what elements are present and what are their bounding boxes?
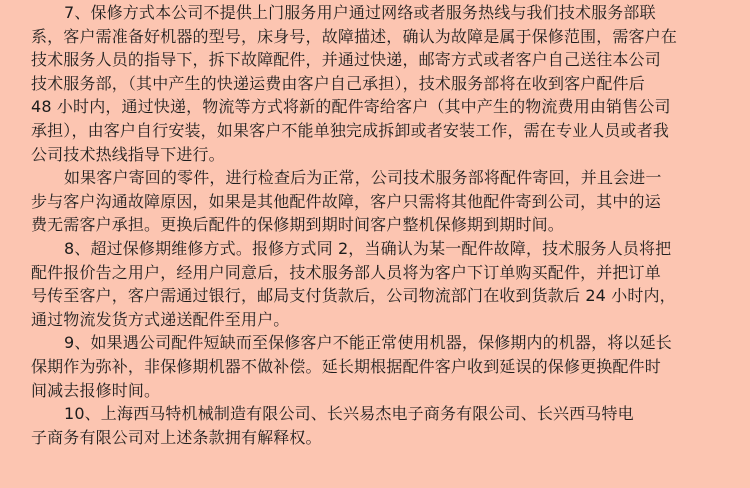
clause-7-line: 48 小时内，通过快递，物流等方式将新的配件寄给客户（其中产生的物流费用由销售公司 xyxy=(31,97,671,117)
clause-7-line: 公司技术热线指导下进行。 xyxy=(31,144,225,164)
clause-7-line: 系，客户需准备好机器的型号，床身号，故障描述，确认为故障是属于保修范围，需客户在 xyxy=(31,26,678,46)
clause-7-line: 技术服务人员的指导下，拆下故障配件，并通过快递，邮寄方式或者客户自己送往本公司 xyxy=(31,50,661,70)
clause-10-line: 10、上海西马特机械制造有限公司、长兴易杰电子商务有限公司、长兴西马特电 xyxy=(64,404,634,424)
clause-7-line: 承担），由客户自行安装，如果客户不能单独完成拆卸或者安装工作，需在专业人员或者我 xyxy=(31,120,670,140)
return-paragraph-line: 如果客户寄回的零件，进行检查后为正常，公司技术服务部将配件寄回，并且会进一 xyxy=(64,168,662,188)
clause-10-line: 子商务有限公司对上述条款拥有解释权。 xyxy=(31,427,322,447)
clause-9-line: 保期作为弥补，非保修期机器不做补偿。延长期根据配件客户收到延误的保修更换配件时 xyxy=(31,356,661,376)
clause-8-line: 配件报价告之用户，经用户同意后，技术服务部人员将为客户下订单购买配件，并把订单 xyxy=(31,262,661,282)
clause-8-line: 通过物流发货方式递送配件至用户。 xyxy=(31,309,290,329)
clause-9-line: 间减去报修时间。 xyxy=(31,380,161,400)
clause-8-line: 8、超过保修期维修方式。报修方式同 2，当确认为某一配件故障，技术服务人员将把 xyxy=(64,238,672,258)
clause-9-line: 9、如果遇公司配件短缺而至保修客户不能正常使用机器，保修期内的机器，将以延长 xyxy=(64,333,672,353)
clause-8-line: 号传至客户，客户需通过银行，邮局支付货款后，公司物流部门在收到货款后 24 小时内， xyxy=(31,286,676,306)
return-paragraph-line: 费无需客户承担。更换后配件的保修期到期时间客户整机保修期到期时间。 xyxy=(31,215,564,235)
clause-7-line: 7、保修方式本公司不提供上门服务用户通过网络或者服务热线与我们技术服务部联 xyxy=(64,3,656,22)
return-paragraph-line: 步与客户沟通故障原因，如果是其他配件故障，客户只需将其他配件寄到公司，其中的运 xyxy=(31,191,661,211)
clause-7-line: 技术服务部，（其中产生的快递运费由客户自己承担），技术服务部将在收到客户配件后 xyxy=(31,73,645,93)
